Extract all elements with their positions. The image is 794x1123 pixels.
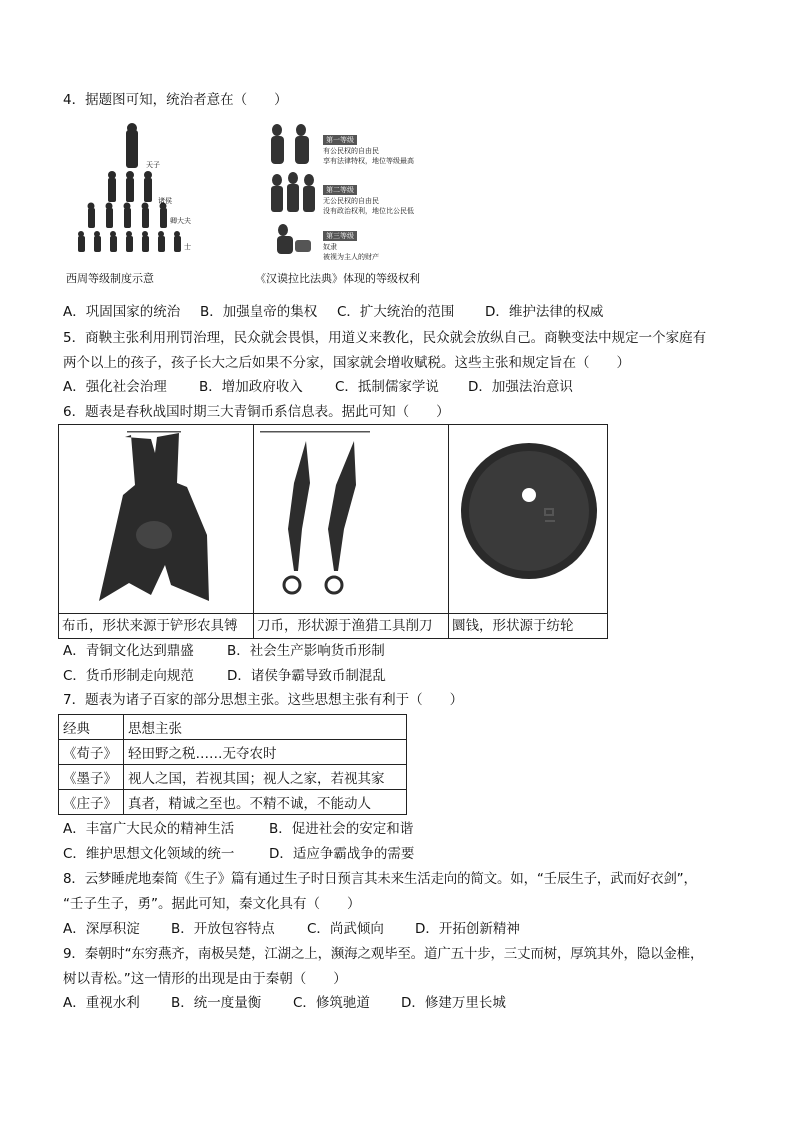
spade-coin-image [59,425,253,609]
q9-stem-line2: 树以青松。”这一情形的出现是由于秦朝（ ） [63,971,347,987]
q8-stem-line1: 8．云梦睡虎地秦简《生子》篇有通过生子时日预言其未来生活走向的简文。如，“壬辰生子，武而好衣剑”， [63,871,697,887]
zhou-label-tianzi: 天子 [146,161,160,169]
q9-option-c[interactable]: C．修筑驰道 [293,995,370,1011]
level-1-desc2: 享有法律特权，地位等级最高 [323,157,414,165]
level-2-title: 第二等级 [323,185,357,195]
ideas-row-2-classic: 《墨子》 [59,765,124,790]
ideas-header-idea: 思想主张 [124,715,407,740]
q5-stem-line1: 5．商鞅主张利用刑罚治理，民众就会畏惧，用道义来教化，民众就会放纵自己。商鞅变法中规定一个家庭有 [63,330,707,346]
q6-options-row2 [63,666,386,686]
q8-option-c[interactable]: C．尚武倾向 [307,921,384,937]
level-3-desc1: 奴隶 [323,243,337,251]
level-3-title: 第三等级 [323,231,357,241]
q9-stem-line1: 9．秦朝时“东穷燕齐，南极吴楚，江湖之上，濒海之观毕至。道广五十步，三丈而树，厚筑其外，隐以金椎， [63,946,704,962]
q9-option-d[interactable]: D．修建万里长城 [401,995,506,1011]
table-row [59,765,407,790]
q4-option-a[interactable]: A．巩固国家的统治 [63,304,181,320]
zhou-label-shi: 士 [184,243,191,251]
q7-option-a[interactable]: A．丰富广大民众的精神生活 [63,821,235,837]
zhou-label-qingdafu: 卿大夫 [170,217,191,225]
ideas-header-classic: 经典 [59,715,124,740]
knife-coin-image [254,425,448,609]
level-1-desc1: 有公民权的自由民 [323,147,379,155]
q7-options-row2 [63,844,414,864]
q4-option-d[interactable]: D．维护法律的权威 [485,304,604,320]
ideas-row-3-classic: 《庄子》 [59,790,124,815]
round-coin-caption: 圜钱，形状源于纺轮 [449,614,608,639]
q9-option-a[interactable]: A．重视水利 [63,995,140,1011]
zhou-hierarchy-diagram [66,120,196,260]
q7-option-b[interactable]: B．促进社会的安定和谐 [269,821,414,837]
zhou-figure-caption: 西周等级制度示意 [66,272,154,285]
spade-coin-caption: 布币，形状来源于铲形农具镈 [59,614,254,639]
q8-options [63,919,520,939]
zhou-label-zhuhou: 诸侯 [158,197,172,205]
level-3-desc2: 被视为主人的财产 [323,253,379,261]
q7-option-c[interactable]: C．维护思想文化领域的统一 [63,846,235,862]
q7-stem: 7．题表为诸子百家的部分思想主张。这些思想主张有利于（ ） [63,692,464,708]
q8-option-a[interactable]: A．深厚积淀 [63,921,140,937]
ideas-table-header [59,715,407,740]
q7-options-row1 [63,819,413,839]
q6-option-b[interactable]: B．社会生产影响货币形制 [227,643,385,659]
level-2-desc2: 没有政治权利，地位比公民低 [323,207,414,215]
q7-option-d[interactable]: D．适应争霸战争的需要 [269,846,415,862]
q5-stem-line2: 两个以上的孩子，孩子长大之后如果不分家，国家就会增收赋税。这些主张和规定旨在（ ） [63,355,630,371]
q8-stem-line2: “壬子生子，勇”。据此可知，秦文化具有（ ） [63,896,361,912]
ideas-row-2-idea: 视人之国，若视其国；视人之家，若视其家 [124,765,407,790]
q4-stem: 4．据题图可知，统治者意在（ ） [63,92,288,108]
q6-option-d[interactable]: D．诸侯争霸导致币制混乱 [227,668,386,684]
ideas-row-1-classic: 《荀子》 [59,740,124,765]
q4-figure-hammurabi [255,122,445,290]
q5-option-d[interactable]: D．加强法治意识 [468,379,573,395]
level-2-desc1: 无公民权的自由民 [323,197,379,205]
round-coin-cell [449,425,608,614]
q6-option-c[interactable]: C．货币形制走向规范 [63,668,194,684]
q4-option-c[interactable]: C．扩大统治的范围 [337,304,455,320]
q8-option-d[interactable]: D．开拓创新精神 [415,921,520,937]
table-row [59,740,407,765]
q9-option-b[interactable]: B．统一度量衡 [171,995,262,1011]
ideas-row-3-idea: 真者，精诚之至也。不精不诚，不能动人 [124,790,407,815]
hammurabi-figure-caption: 《汉谟拉比法典》体现的等级权利 [255,272,420,285]
q5-option-b[interactable]: B．增加政府收入 [199,379,303,395]
q4-figure-zhou [66,120,196,290]
q6-stem: 6．题表是春秋战国时期三大青铜币系信息表。据此可知（ ） [63,404,450,420]
q5-option-a[interactable]: A．强化社会治理 [63,379,167,395]
ideas-row-1-idea: 轻田野之税……无夺农时 [124,740,407,765]
coin-table [58,424,608,639]
ideas-table [58,714,407,815]
q5-option-c[interactable]: C．抵制儒家学说 [335,379,439,395]
q5-options [63,377,573,397]
q6-options-row1 [63,641,385,661]
knife-coin-cell [254,425,449,614]
knife-coin-caption: 刀币，形状源于渔猎工具削刀 [254,614,449,639]
q8-option-b[interactable]: B．开放包容特点 [171,921,275,937]
q4-options [63,302,603,322]
round-coin-image [449,425,607,609]
hammurabi-figures-image [263,122,323,262]
spade-coin-cell [59,425,254,614]
q9-options [63,993,506,1013]
level-1-title: 第一等级 [323,135,357,145]
q6-option-a[interactable]: A．青铜文化达到鼎盛 [63,643,194,659]
q4-option-b[interactable]: B．加强皇帝的集权 [200,304,318,320]
table-row [59,790,407,815]
